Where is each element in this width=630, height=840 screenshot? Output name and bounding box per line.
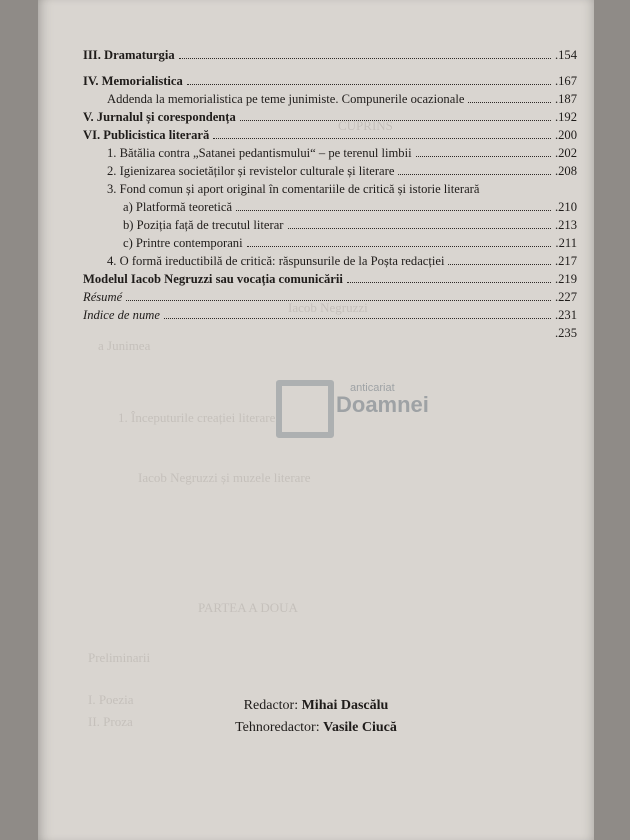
show-through-text: CUPRINS — [338, 118, 393, 133]
toc-page-number: .219 — [554, 272, 577, 286]
dot-leader — [416, 156, 551, 157]
toc-entry-addenda[interactable] — [83, 90, 577, 108]
toc-title: Modelul Iacob Negruzzi sau vocația comunicării — [83, 272, 343, 286]
toc-entry-final[interactable] — [83, 324, 577, 342]
redactor-name: Mihai Dascălu — [301, 698, 389, 713]
toc-entry-modelul[interactable] — [83, 270, 577, 288]
toc-page-number: .231 — [554, 308, 577, 322]
redactor-credit — [38, 698, 594, 714]
toc-entry-resume[interactable] — [83, 288, 577, 306]
toc-title: Résumé — [83, 290, 123, 304]
toc-entry-memorialistica[interactable] — [83, 72, 577, 90]
toc-page-number: .227 — [554, 290, 577, 304]
show-through-text: a Junimea — [98, 338, 151, 353]
toc-entry-printre[interactable] — [83, 234, 577, 252]
book-page — [38, 0, 594, 840]
watermark-small-text: anticariat — [350, 382, 395, 394]
show-through-text: Preliminarii — [88, 650, 151, 665]
dot-leader — [187, 84, 551, 85]
toc-title: 4. O formă ireductibilă de critică: răspunsurile de la Poșta redacției — [107, 254, 445, 268]
toc-title: III. Dramaturgia — [83, 48, 175, 62]
toc-title: 3. Fond comun și aport original în comentariile de critică și istorie literară — [107, 182, 480, 196]
toc-page-number: .187 — [554, 92, 577, 106]
dot-leader — [126, 300, 551, 301]
toc-title: 1. Bătălia contra „Satanei pedantismului“ – pe terenul limbii — [107, 146, 412, 160]
toc-page-number: .200 — [554, 128, 577, 142]
dot-leader — [247, 246, 552, 247]
dot-leader — [164, 318, 551, 319]
watermark-big-text: Doamnei — [336, 392, 429, 417]
toc-entry-jurnalul[interactable] — [83, 108, 577, 126]
dot-leader — [236, 210, 551, 211]
toc-title: a) Platformă teoretică — [123, 200, 233, 214]
toc-entry-dramaturgia[interactable] — [83, 46, 577, 64]
tehnoredactor-label: Tehnoredactor: — [235, 720, 320, 735]
show-through-text: Iacob Negruzzi și muzele literare — [138, 470, 311, 485]
toc-entry-forma-ireductibila[interactable] — [83, 252, 577, 270]
toc-entry-indice[interactable] — [83, 306, 577, 324]
show-through-text: PARTEA A DOUA — [198, 600, 298, 615]
toc-title: V. Jurnalul și corespondența — [83, 110, 236, 124]
show-through-text: 1. Începuturile creației literare — [118, 410, 276, 425]
dot-leader — [240, 120, 551, 121]
toc-page-number: .202 — [554, 146, 577, 160]
tehnoredactor-credit — [38, 720, 594, 736]
toc-page-number: .154 — [554, 48, 577, 62]
toc-page-number: .217 — [554, 254, 577, 268]
toc-page-number: .210 — [554, 200, 577, 214]
dot-leader — [179, 58, 551, 59]
toc-title: Addenda la memorialistica pe teme junimiste. Compunerile ocazionale — [107, 92, 465, 106]
toc-page-number: .167 — [554, 74, 577, 88]
toc-page-number: .235 — [554, 326, 577, 340]
show-through-text: Iacob Negruzzi — [288, 300, 368, 315]
dot-leader — [398, 174, 551, 175]
toc-title: Indice de nume — [83, 308, 160, 322]
show-through-text: II. Proza — [88, 714, 133, 729]
toc-entry-platforma[interactable] — [83, 198, 577, 216]
dot-leader — [468, 102, 551, 103]
dot-leader — [213, 138, 551, 139]
toc-entry-publicistica[interactable] — [83, 126, 577, 144]
toc-title: b) Poziția față de trecutul literar — [123, 218, 284, 232]
toc-entry-pozitia[interactable] — [83, 216, 577, 234]
toc-page-number: .192 — [554, 110, 577, 124]
dot-leader — [347, 282, 551, 283]
anticariat-watermark — [276, 380, 436, 442]
show-through-text: I. Poezia — [88, 692, 134, 707]
toc-title: 2. Igienizarea societăților și revistelor culturale și literare — [107, 164, 395, 178]
table-of-contents — [83, 46, 577, 342]
toc-title: IV. Memorialistica — [83, 74, 183, 88]
toc-page-number: .213 — [554, 218, 577, 232]
dot-leader — [288, 228, 551, 229]
toc-title: c) Printre contemporani — [123, 236, 243, 250]
toc-page-number: .208 — [554, 164, 577, 178]
toc-entry-batalia[interactable] — [83, 144, 577, 162]
dot-leader — [448, 264, 550, 265]
toc-entry-fond-comun[interactable] — [83, 180, 577, 198]
redactor-label: Redactor: — [243, 698, 299, 713]
tehnoredactor-name: Vasile Ciucă — [323, 720, 397, 735]
toc-page-number: .211 — [555, 236, 577, 250]
toc-entry-igienizarea[interactable] — [83, 162, 577, 180]
toc-title: VI. Publicistica literară — [83, 128, 210, 142]
watermark-frame-icon — [276, 380, 334, 438]
